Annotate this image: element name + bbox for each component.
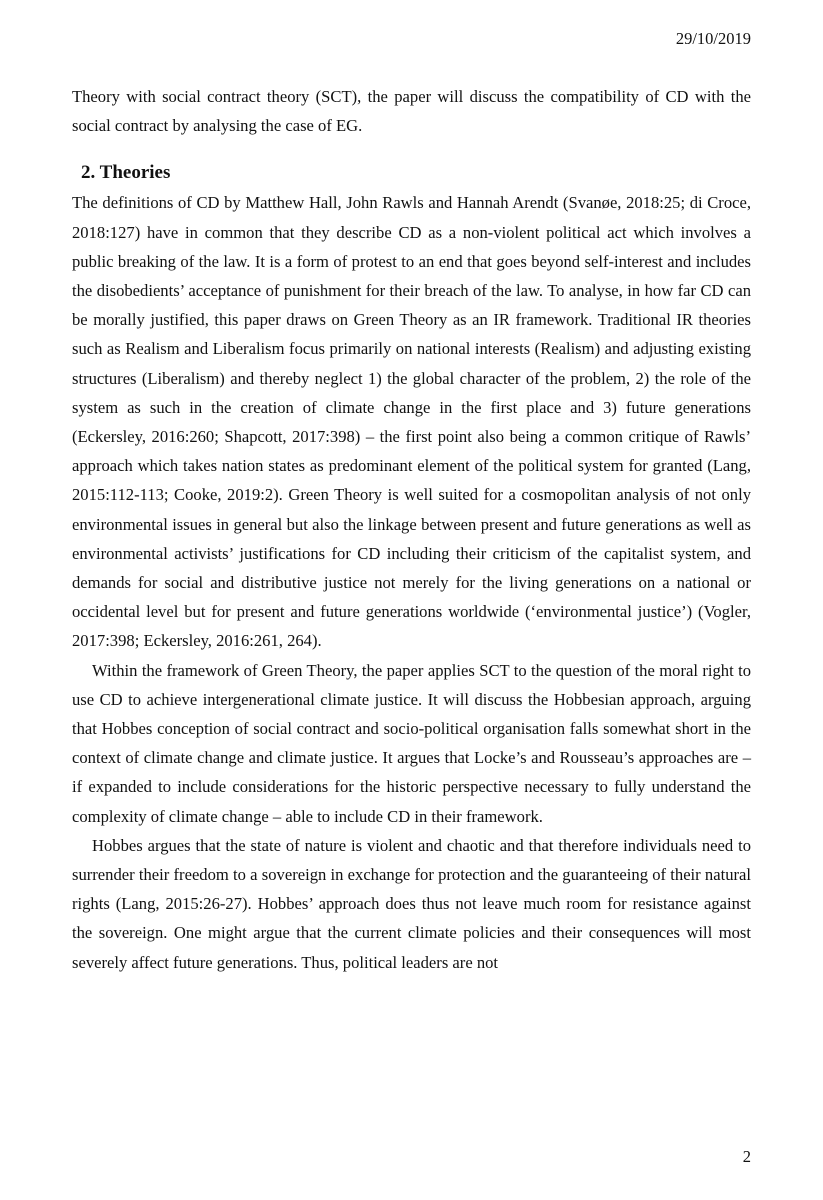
header-date: 29/10/2019 (675, 29, 751, 48)
paragraph-definitions: The definitions of CD by Matthew Hall, John Rawls and Hannah Arendt (Svanøe, 2018:25; di Croce, 2018:127) have in common that they describe CD as a non-violent political act which involves a public breaking of the law. It is a form of protest to an end that goes beyond self-interest and includes the disobedients’ acceptance of punishment for their breach of the law. To analyse, in how far CD can be morally justified, this paper draws on Green Theory as an IR framework. Traditional IR theories such as Realism and Liberalism focus primarily on national interests (Realism) and adjusting existing structures (Liberalism) and thereby neglect 1) the global character of the problem, 2) the role of the system as such in the creation of climate change in the first place and 3) future generations (Eckersley, 2016:260; Shapcott, 2017:398) – the first point also being a common critique of Rawls’ approach which takes nation states as predominant element of the political system for granted (Lang, 2015:112-113; Cooke, 2019:2). Green Theory is well suited for a cosmopolitan analysis of not only environmental issues in general but also the linkage between present and future generations as well as environmental activists’ justifications for CD including their criticism of the capitalist system, and demands for social and distributive justice not merely for the living generations on a national or occidental level but for present and future generations worldwide (‘environmental justice’) (Vogler, 2017:398; Eckersley, 2016:261, 264). (72, 193, 751, 651)
page-body (72, 82, 751, 977)
section-heading: 2. Theories (81, 162, 171, 184)
paragraph-green-theory-sct: Within the framework of Green Theory, the paper applies SCT to the question of the moral right to use CD to achieve intergenerational climate justice. It will discuss the Hobbesian approach, arguing that Hobbes conception of social contract and socio-political organisation falls somewhat short in the context of climate change and climate justice. It argues that Locke’s and Rousseau’s approaches are – if expanded to include considerations for the historic perspective necessary to fully understand the complexity of climate change – able to include CD in their framework. (72, 660, 751, 826)
intro-paragraph: Theory with social contract theory (SCT), the paper will discuss the compatibility of CD with the social contract by analysing the case of EG. (72, 87, 751, 136)
page-number: 2 (742, 1147, 751, 1166)
paragraph-hobbes: Hobbes argues that the state of nature is violent and chaotic and that therefore individuals need to surrender their freedom to a sovereign in exchange for protection and the guaranteeing of their natural rights (Lang, 2015:26-27). Hobbes’ approach does thus not leave much room for resistance against the sovereign. One might argue that the current climate policies and their consequences will most severely affect future generations. Thus, political leaders are not (72, 835, 751, 972)
